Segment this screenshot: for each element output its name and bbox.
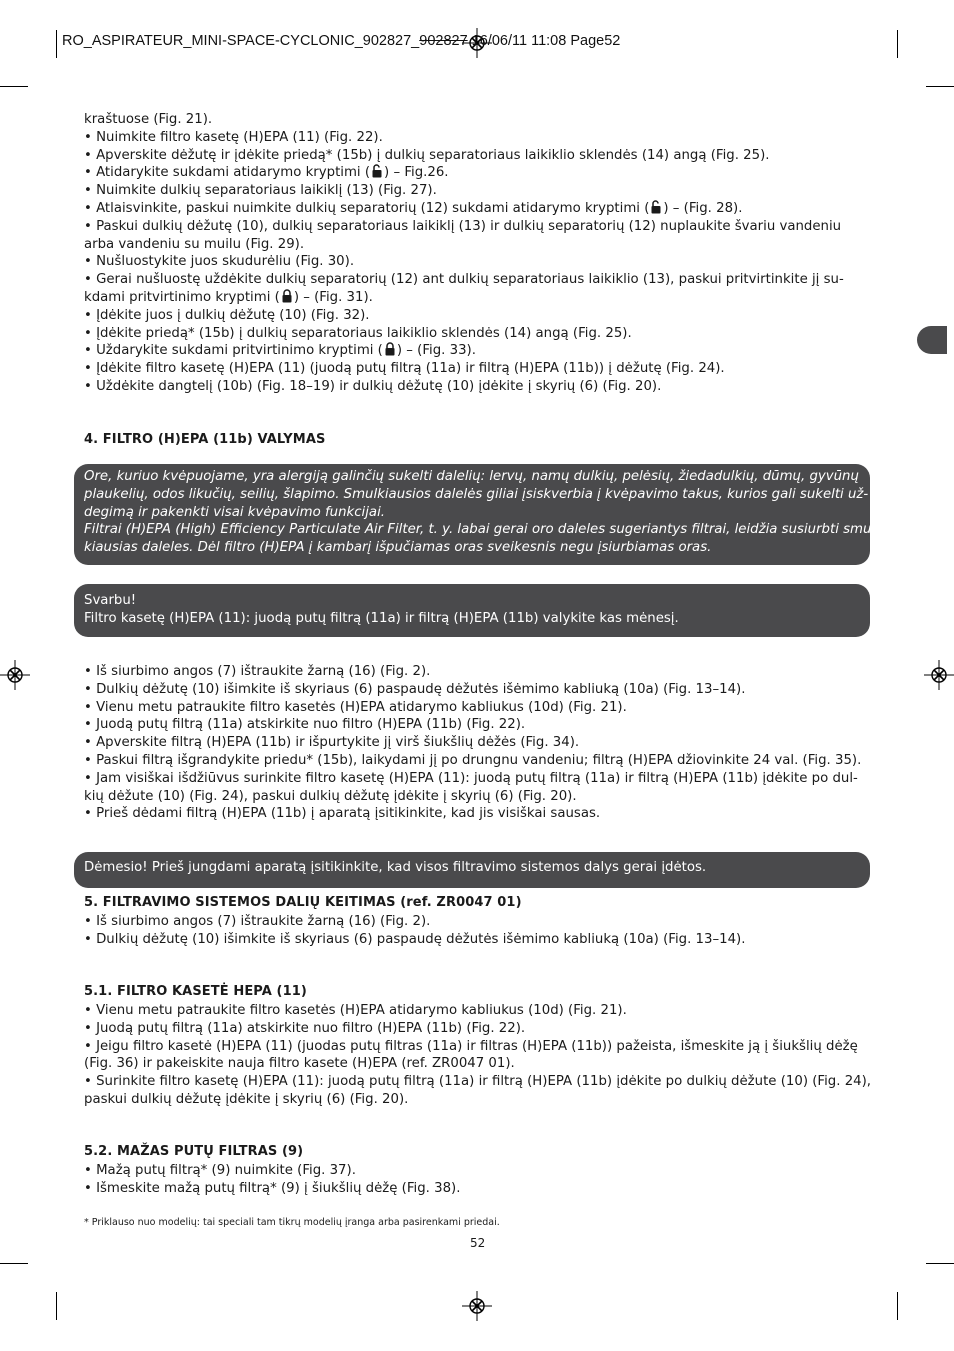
info-line: Ore, kuriuo kvėpuojame, yra alergiją galinčių sukelti dalelių: lervų, namų dulkių, pelėsių, žiedadulkių, dūmų, gyvūnų [84,469,859,484]
text-line: (Fig. 36) ir pakeiskite nauja filtro kasete (H)EPA (ref. ZR0047 01). [84,1056,515,1072]
text-section-5 [84,913,870,949]
text-section-5-2 [84,1162,870,1198]
info-line: kiausias daleles. Dėl filtro (H)EPA į kambarį išpučiamas oras sveikesnis negu įsiurbiamas oras. [84,540,712,556]
crop-mark [56,30,57,58]
footnote: * Priklauso nuo modelių: tai speciali tam tikrų modelių įranga arba pasirenkami priedai. [84,1217,500,1228]
registration-mark-icon [924,660,954,690]
section-heading-5: 5. FILTRAVIMO SISTEMOS DALIŲ KEITIMAS (ref. ZR0047 01) [84,895,522,910]
important-box [74,584,870,637]
warning-text: Dėmesio! Prieš jungdami aparatą įsitikinkite, kad visos filtravimo sistemos dalys gerai įdėtos. [84,860,707,875]
registration-mark-icon [0,660,30,690]
text-line: • Paskui dulkių dėžutę (10), dulkių separatoriaus laikiklį (13) ir dulkių separatorių (12) nuplaukite švariu vandeniu [84,218,842,234]
text-section-4 [84,663,870,823]
info-line: degimą ir pakenkti visai kvėpavimo funkcijai. [84,504,385,520]
text-line: • Atlaisvinkite, paskui nuimkite dulkių separatorių (12) sukdami atidarymo kryptimi ( ) – (Fig. 28). [84,200,743,216]
text-line: • Iš siurbimo angos (7) ištraukite žarną (16) (Fig. 2). [84,664,431,679]
open-lock-icon [371,164,383,178]
text-line: • Uždarykite sukdami pritvirtinimo kryptimi ( ) – (Fig. 33). [84,343,476,359]
text-line: • Įdėkite filtro kasetę (H)EPA (11) (juodą putų filtrą (11a) ir filtrą (H)EPA (11b)) į dėžutę (Fig. 24). [84,361,725,377]
open-lock-icon [650,200,662,214]
slug-time: 11:08 [531,33,567,49]
text-line: • Surinkite filtro kasetę (H)EPA (11): juodą putų filtrą (11a) ir filtrą (H)EPA (11b) įdėkite po dulkių dėžute (10) (Fig. 24), [84,1074,872,1090]
text-line: • Įdėkite juos į dulkių dėžutę (10) (Fig. 32). [84,307,370,323]
section-heading-5-2: 5.2. MAŽAS PUTŲ FILTRAS (9) [84,1144,304,1159]
crop-mark [56,1292,57,1320]
text-line: • Juodą putų filtrą (11a) atskirkite nuo filtro (H)EPA (11b) (Fig. 22). [84,1020,526,1036]
crop-mark [926,1263,954,1264]
text-line: • Dulkių dėžutę (10) išimkite iš skyriaus (6) paspaudę dėžutės išėmimo kabliuką (10a) (Fig. 13–14). [84,931,746,947]
crop-mark [0,1263,28,1264]
warning-box [74,852,870,888]
closed-lock-icon [384,342,396,356]
section-heading-4: 4. FILTRO (H)EPA (11b) VALYMAS [84,432,326,447]
text-line: • Nušluostykite juos skudurėliu (Fig. 30). [84,254,355,270]
text-line: kraštuose (Fig. 21). [84,112,213,127]
slug-date: 16/06/11 [471,33,528,49]
crop-mark [926,86,954,87]
text-line: • Juodą putų filtrą (11a) atskirkite nuo filtro (H)EPA (11b) (Fig. 22). [84,717,526,733]
text-line: • Dulkių dėžutę (10) išimkite iš skyriaus (6) paspaudę dėžutės išėmimo kabliuką (10a) (Fig. 13–14). [84,681,746,697]
text-section-top [84,111,870,396]
text-line: paskui dulkių dėžutę įdėkite į skyrių (6) (Fig. 20). [84,1091,409,1107]
text-line: • Jeigu filtro kasetė (H)EPA (11) (juodas putų filtras (11a) ir filtras (H)EPA (11b)) pažeista, išmeskite ją į šiukšlių dėžę [84,1038,858,1054]
text-line: • Apverskite filtrą (H)EPA (11b) ir išpurtykite jį virš šiukšlių dėžės (Fig. 34). [84,735,580,751]
info-box [74,464,880,565]
crop-mark [897,30,898,58]
slug-struck-number: 902827 [419,33,468,49]
print-slug-header [62,33,620,49]
text-line: • Įdėkite priedą* (15b) į dulkių separatoriaus laikiklio sklendės (14) angą (Fig. 25). [84,325,632,341]
text-line: arba vandeniu su muilu (Fig. 29). [84,236,305,252]
side-language-tab [917,326,947,354]
text-line: • Uždėkite dangtelį (10b) (Fig. 18–19) ir dulkių dėžutę (10) įdėkite į skyrių (6) (Fig. 20). [84,378,662,394]
text-section-5-1 [84,1002,870,1109]
text-line: • Atidarykite sukdami atidarymo kryptimi ( ) – Fig.26. [84,165,449,181]
section-heading-5-1: 5.1. FILTRO KASETĖ HEPA (11) [84,984,307,999]
crop-mark [897,1292,898,1320]
text-line: • Jam visiškai išdžiūvus surinkite filtro kasetę (H)EPA (11): juodą putų filtrą (11a) ir filtrą (H)EPA (11b) įdėkite po dul- [84,770,858,786]
slug-page-label: Page52 [570,33,621,49]
info-line: Filtrai (H)EPA (High) Efficiency Particulate Air Filter, t. y. labai gerai oro daleles sugeriantys filtrai, leidžia susiurbti smul- [84,522,880,538]
closed-lock-icon [281,289,293,303]
text-line: • Nuimkite dulkių separatoriaus laikiklį (13) (Fig. 27). [84,183,437,199]
page-number: 52 [470,1236,486,1250]
text-line: • Išmeskite mažą putų filtrą* (9) į šiukšlių dėžę (Fig. 38). [84,1180,461,1196]
text-line: • Gerai nušluostę uždėkite dulkių separatorių (12) ant dulkių separatoriaus laikiklio (13), paskui pritvirtinkite jį su- [84,272,844,288]
important-title: Svarbu! [84,593,137,608]
text-line: • Vienu metu patraukite filtro kasetės (H)EPA atidarymo kabliukus (10d) (Fig. 21). [84,1003,627,1018]
text-line: kdami pritvirtinimo kryptimi ( ) – (Fig. 31). [84,289,373,305]
slug-file-name: RO_ASPIRATEUR_MINI-SPACE-CYCLONIC_902827_ [62,33,420,49]
text-line: • Paskui filtrą išgrandykite priedu* (15b), laikydami jį po drungnu vandeniu; filtrą (H)EPA džiovinkite 24 val. (Fig. 35). [84,752,862,768]
text-line: • Apverskite dėžutę ir įdėkite priedą* (15b) į dulkių separatoriaus laikiklio sklendės (14) angą (Fig. 25). [84,147,770,163]
text-line: • Prieš dėdami filtrą (H)EPA (11b) į aparatą įsitikinkite, kad jis visiškai sausas. [84,806,601,822]
info-line: plaukelių, odos likučių, seilių, šlapimo. Smulkiausios dalelės giliai įsiskverbia į kvėpavimo takus, kurios gali sukelti už- [84,486,869,502]
text-line: • Iš siurbimo angos (7) ištraukite žarną (16) (Fig. 2). [84,914,431,929]
text-line: • Vienu metu patraukite filtro kasetės (H)EPA atidarymo kabliukus (10d) (Fig. 21). [84,699,627,715]
important-text: Filtro kasetę (H)EPA (11): juodą putų filtrą (11a) ir filtrą (H)EPA (11b) valykite kas mėnesį. [84,610,679,626]
text-line: • Mažą putų filtrą* (9) nuimkite (Fig. 37). [84,1163,356,1178]
crop-mark [0,86,28,87]
registration-mark-icon [462,1291,492,1321]
text-line: • Nuimkite filtro kasetę (H)EPA (11) (Fig. 22). [84,129,383,145]
text-line: kių dėžute (10) (Fig. 24), paskui dulkių dėžutę įdėkite į skyrių (6) (Fig. 20). [84,788,577,804]
